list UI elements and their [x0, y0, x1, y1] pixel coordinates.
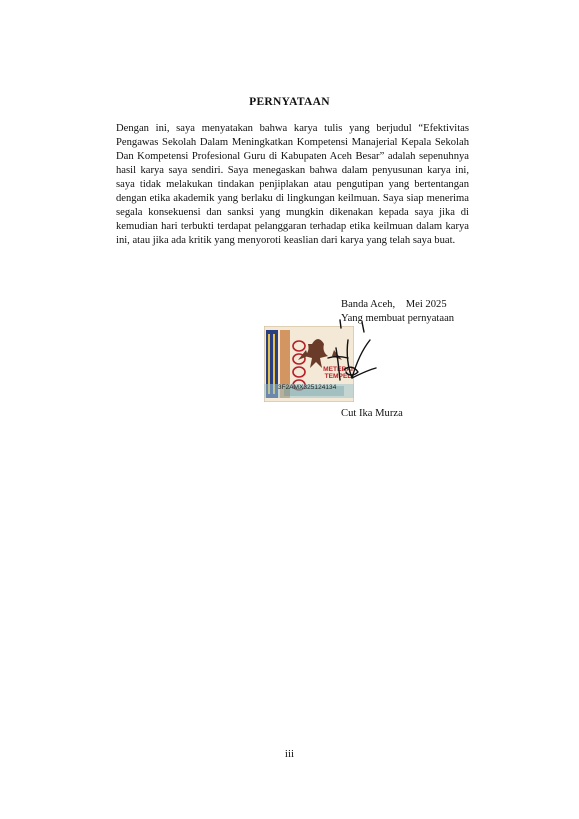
- page-number: iii: [284, 748, 295, 760]
- maker-label: Yang membuat pernyataan: [341, 313, 455, 324]
- meterai-title-line1: METERAI: [323, 366, 353, 373]
- handwritten-signature: [318, 318, 384, 392]
- meterai-serial-code: 3F2AMX325124134: [278, 384, 337, 391]
- statement-paragraph: Dengan ini, saya menyatakan bahwa karya tulis yang berjudul “Efektivitas Pengawas Sekolah Dalam Meningkatkan Kompetensi Manajerial Kepala Sekolah Dan Kompetensi Profesional Guru di Kabupaten Aceh Besar” adalah sepenuhnya hasil karya saya sendiri. Saya menegaskan bahwa dalam penyusunan karya ini, saya tidak melakukan tindakan penjiplakan atau pengutipan yang bertentangan dengan etika akademik yang berlaku di lingkungan keilmuan. Saya siap menerima segala konsekuensi dan sanksi yang mungkin dikenakan kepada saya jika di kemudian hari terbukti terdapat pelanggaran terhadap etika keilmuan dalam karya ini, atau jika ada kritik yang menyoroti keaslian dari karya yang telah saya buat.: [116, 123, 469, 246]
- place-date: Banda Aceh, Mei 2025: [341, 299, 447, 310]
- signer-name: Cut Ika Murza: [341, 408, 403, 419]
- meterai-title-line2: TEMPEL: [324, 373, 352, 380]
- document-title: PERNYATAAN: [249, 96, 330, 108]
